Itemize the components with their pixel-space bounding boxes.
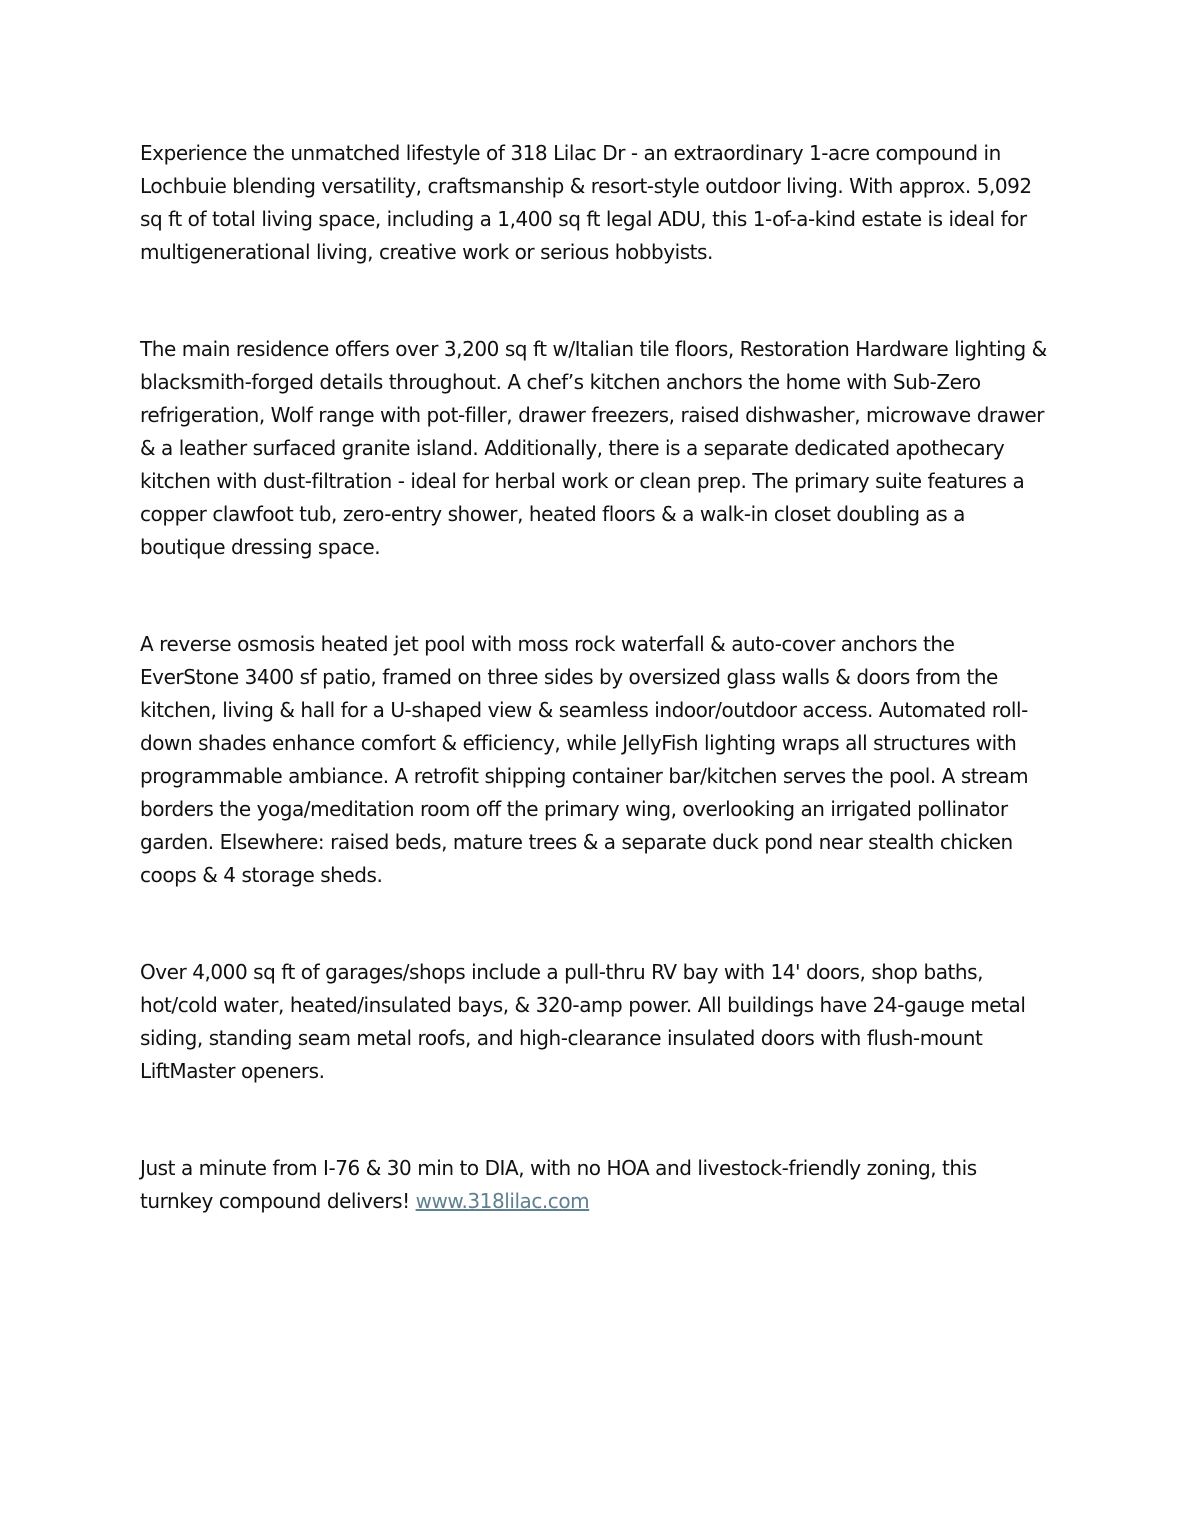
location-text: Just a minute from I-76 & 30 min to DIA, with no HOA and livestock-friendly zoning, this turnkey compound delivers! [140,1156,977,1213]
paragraph-main-residence: The main residence offers over 3,200 sq ft w/Italian tile floors, Restoration Hardware lighting & blacksmith-forged details throughout. A chef’s kitchen anchors the home with Sub-Zero refrigeration, Wolf range with pot-filler, drawer freezers, raised dishwasher, microwave drawer & a leather surfaced granite island. Additionally, there is a separate dedicated apothecary kitchen with dust-filtration - ideal for herbal work or clean prep. The primary suite features a copper clawfoot tub, zero-entry shower, heated floors & a walk-in closet doubling as a boutique dressing space. [140,337,1047,559]
paragraph-location [140,1152,1052,1218]
website-link[interactable]: www.318lilac.com [415,1189,590,1213]
paragraph-outdoor-living: A reverse osmosis heated jet pool with moss rock waterfall & auto-cover anchors the EverStone 3400 sf patio, framed on three sides by oversized glass walls & doors from the kitchen, living & hall for a U-shaped view & seamless indoor/outdoor access. Automated roll-down shades enhance comfort & efficiency, while JellyFish lighting wraps all structures with programmable ambiance. A retrofit shipping container bar/kitchen serves the pool. A stream borders the yoga/meditation room off the primary wing, overlooking an irrigated pollinator garden. Elsewhere: raised beds, mature trees & a separate duck pond near stealth chicken coops & 4 storage sheds. [140,632,1029,887]
paragraph-intro: Experience the unmatched lifestyle of 318 Lilac Dr - an extraordinary 1-acre compound in Lochbuie blending versatility, craftsmanship & resort-style outdoor living. With approx. 5,092 sq ft of total living space, including a 1,400 sq ft legal ADU, this 1-of-a-kind estate is ideal for multigenerational living, creative work or serious hobbyists. [140,141,1032,264]
paragraph-garages-shops: Over 4,000 sq ft of garages/shops include a pull-thru RV bay with 14' doors, shop baths, hot/cold water, heated/insulated bays, & 320-amp power. All buildings have 24-gauge metal siding, standing seam metal roofs, and high-clearance insulated doors with flush-mount LiftMaster openers. [140,960,1026,1083]
document-body [140,137,1052,1218]
